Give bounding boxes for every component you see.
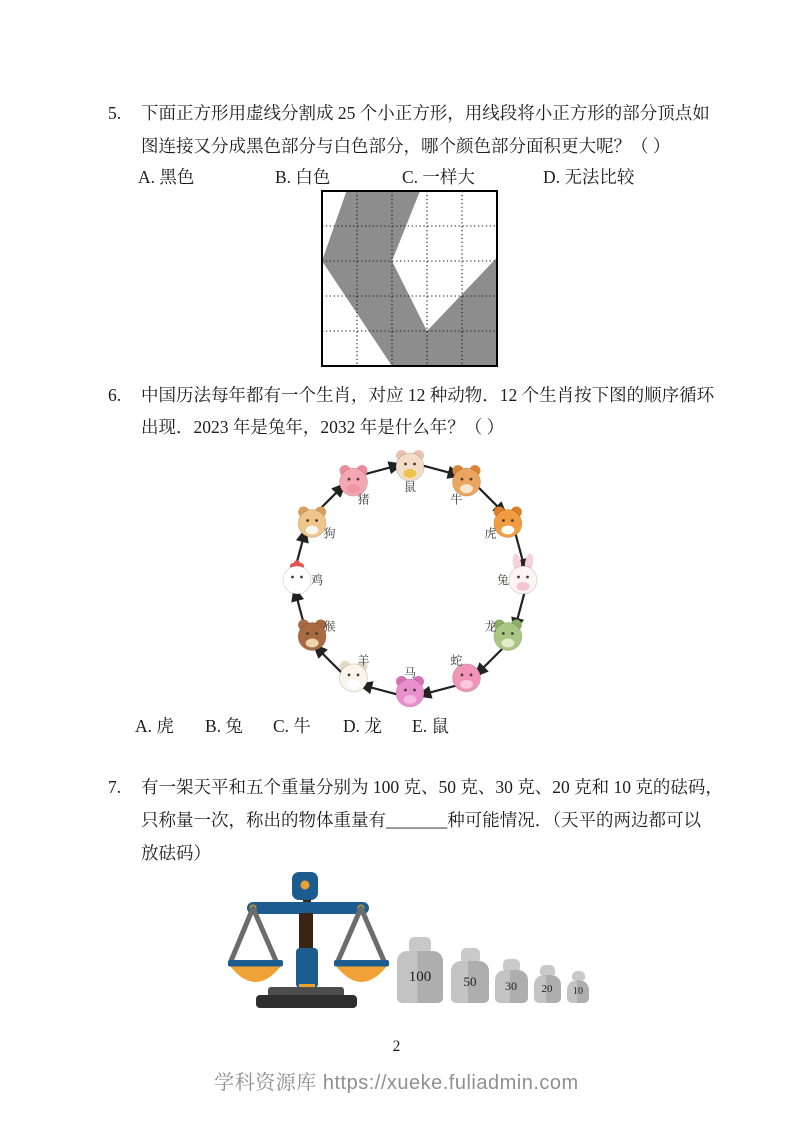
q5-option-b: B. 白色: [275, 167, 331, 187]
weight-50g-label: 50: [451, 961, 489, 1003]
zodiac-dragon-label: 龙: [484, 619, 497, 634]
weights-set: [0, 868, 793, 1018]
zodiac-sheep-label: 羊: [357, 653, 370, 668]
q6-number: 6.: [108, 385, 122, 405]
weight-30g-label: 30: [495, 970, 528, 1003]
page-number: 2: [392, 1038, 401, 1055]
zodiac-dog-label: 狗: [323, 526, 336, 541]
zodiac-arrow-icon: [418, 684, 461, 695]
q6-option-e: E. 鼠: [412, 716, 449, 736]
q5-option-d: D. 无法比较: [543, 167, 635, 187]
zodiac-horse-icon: [396, 676, 424, 707]
zodiac-monkey-icon: [298, 620, 326, 651]
q5-option-a: A. 黑色: [138, 167, 195, 187]
q6-option-a: A. 虎: [135, 716, 174, 736]
zodiac-snake-icon: [453, 664, 481, 692]
q5-text-line2: 图连接又分成黑色部分与白色部分，哪个颜色部分面积更大呢？（ ）: [141, 136, 671, 156]
q7-number: 7.: [108, 777, 122, 797]
q7-text-line3: 放砝码）: [141, 843, 211, 863]
zodiac-rooster-label: 鸡: [310, 573, 324, 587]
zodiac-arrow-icon: [475, 645, 506, 676]
zodiac-horse-label: 马: [403, 666, 417, 680]
zodiac-rat-icon: [396, 450, 424, 481]
weight-30g-icon: [495, 959, 528, 1003]
q6-zodiac-wheel-figure: [258, 442, 564, 726]
zodiac-arrow-icon: [314, 645, 345, 676]
weight-20g-icon: [534, 965, 561, 1003]
weight-100g-label: 100: [397, 951, 443, 1003]
q5-number: 5.: [108, 103, 122, 123]
weight-100g-icon: [397, 937, 443, 1003]
q5-grid-figure: [321, 190, 499, 368]
zodiac-dog-icon: [298, 507, 326, 538]
zodiac-arrow-icon: [359, 684, 402, 695]
zodiac-dragon-icon: [494, 620, 522, 651]
zodiac-ox-label: 牛: [450, 492, 463, 507]
zodiac-snake-label: 蛇: [450, 653, 463, 668]
q6-option-d: D. 龙: [343, 716, 382, 736]
zodiac-pig-label: 猪: [357, 492, 370, 507]
shaded-region: [322, 191, 497, 366]
q7-text-line1: 有一架天平和五个重量分别为 100 克、50 克、30 克、20 克和 10 克的砝码，: [141, 777, 723, 797]
q5-option-c: C. 一样大: [402, 167, 475, 187]
weight-10g-label: 10: [567, 980, 589, 1003]
q5-text-line1: 下面正方形用虚线分割成 25 个小正方形，用线段将小正方形的部分顶点如: [141, 103, 710, 123]
weight-20g-label: 20: [534, 975, 561, 1003]
footer-site-text: 学科资源库 https://xueke.fuliadmin.com: [214, 1072, 579, 1094]
zodiac-tiger-icon: [494, 507, 522, 538]
zodiac-tiger-label: 虎: [484, 526, 497, 541]
q6-option-c: C. 牛: [273, 716, 311, 736]
q6-text-line1: 中国历法每年都有一个生肖，对应 12 种动物．12 个生肖按下图的顺序循环: [141, 385, 715, 405]
zodiac-rooster-icon: [283, 560, 311, 594]
zodiac-rabbit-label: 兔: [496, 573, 510, 587]
q7-text-line2: 只称量一次，称出的物体重量有_______种可能情况．（天平的两边都可以: [141, 810, 701, 830]
q7-balance-figure: [0, 868, 793, 1018]
q6-option-b: B. 兔: [205, 716, 243, 736]
weight-50g-icon: [451, 948, 489, 1003]
q6-text-line2: 出现．2023 年是兔年，2032 年是什么年？（ ）: [141, 417, 505, 437]
weight-10g-icon: [567, 971, 589, 1003]
zodiac-monkey-label: 猴: [323, 619, 336, 634]
zodiac-rat-label: 鼠: [403, 480, 417, 494]
